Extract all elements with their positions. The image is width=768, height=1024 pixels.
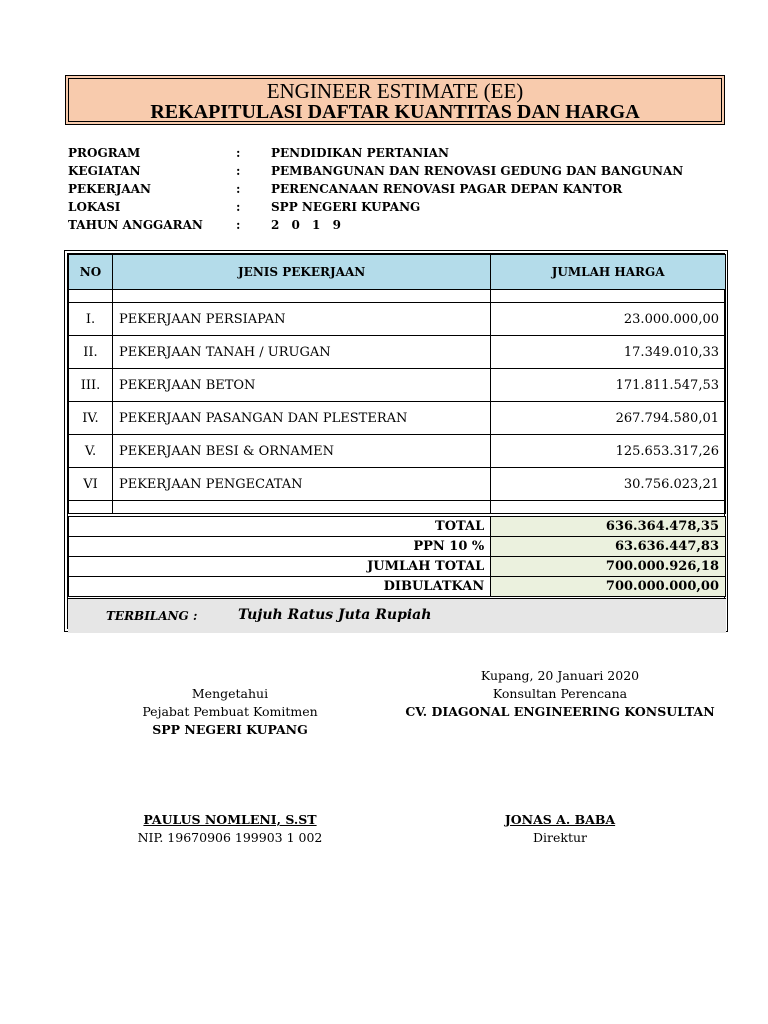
left-signer	[110, 811, 350, 847]
sign-company: CV. DIAGONAL ENGINEERING KONSULTAN	[405, 704, 715, 719]
summary-label: PPN 10 %	[69, 537, 491, 557]
signer-position: Direktur	[532, 830, 588, 845]
right-signature-block	[400, 667, 720, 721]
table-row	[69, 402, 726, 435]
document-title: ENGINEER ESTIMATE (EE)	[266, 79, 524, 103]
info-colon: :	[236, 182, 241, 196]
summary-table	[68, 516, 726, 597]
info-row-kegiatan	[68, 164, 708, 182]
row-no: V.	[69, 435, 113, 468]
summary-value: 63.636.447,83	[491, 537, 726, 557]
info-label: PEKERJAAN	[68, 182, 151, 196]
terbilang-row	[68, 598, 726, 633]
row-amount: 17.349.010,33	[491, 336, 726, 369]
summary-row-total	[69, 517, 726, 537]
left-signature-block	[110, 685, 350, 739]
info-row-lokasi	[68, 200, 708, 218]
sign-place-date: Kupang, 20 Januari 2020	[480, 668, 640, 683]
info-row-program	[68, 146, 708, 164]
empty-cell	[491, 501, 726, 514]
empty-cell	[69, 290, 113, 303]
summary-row-ppn	[69, 537, 726, 557]
table-header-row	[69, 255, 726, 290]
summary-value: 700.000.926,18	[491, 557, 726, 577]
table-row	[69, 435, 726, 468]
info-colon: :	[236, 146, 241, 160]
summary-value: 700.000.000,00	[491, 577, 726, 597]
sign-role: Konsultan Perencana	[492, 686, 628, 701]
info-label: TAHUN ANGGARAN	[68, 218, 203, 232]
info-value: SPP NEGERI KUPANG	[271, 200, 421, 214]
sign-institution: SPP NEGERI KUPANG	[152, 722, 308, 737]
summary-row-jumlah-total	[69, 557, 726, 577]
info-row-tahun-anggaran	[68, 218, 708, 236]
info-colon: :	[236, 200, 241, 214]
row-amount: 171.811.547,53	[491, 369, 726, 402]
table-spacer-row	[69, 501, 726, 514]
signer-nip: NIP. 19670906 199903 1 002	[137, 830, 323, 845]
empty-cell	[69, 501, 113, 514]
row-amount: 23.000.000,00	[491, 303, 726, 336]
row-name: PEKERJAAN PENGECATAN	[112, 468, 490, 501]
row-no: VI	[69, 468, 113, 501]
empty-cell	[491, 290, 726, 303]
empty-cell	[112, 501, 490, 514]
info-colon: :	[236, 218, 241, 232]
signer-name: JONAS A. BABA	[504, 812, 616, 827]
summary-value: 636.364.478,35	[491, 517, 726, 537]
row-name: PEKERJAAN BESI & ORNAMEN	[112, 435, 490, 468]
table-spacer-row	[69, 290, 726, 303]
table-row	[69, 336, 726, 369]
summary-label: DIBULATKAN	[69, 577, 491, 597]
cost-table-inner	[67, 253, 725, 629]
row-no: II.	[69, 336, 113, 369]
info-label: KEGIATAN	[68, 164, 141, 178]
empty-cell	[112, 290, 490, 303]
header-jumlah-harga: JUMLAH HARGA	[491, 255, 726, 290]
sign-position: Pejabat Pembuat Komitmen	[142, 704, 318, 719]
row-name: PEKERJAAN BETON	[112, 369, 490, 402]
document-subtitle: REKAPITULASI DAFTAR KUANTITAS DAN HARGA	[150, 101, 640, 123]
info-value: PEMBANGUNAN DAN RENOVASI GEDUNG DAN BANGUNAN	[271, 164, 684, 178]
header-no: NO	[69, 255, 113, 290]
header-jenis-pekerjaan: JENIS PEKERJAAN	[112, 255, 490, 290]
terbilang-label: TERBILANG :	[106, 609, 198, 623]
row-amount: 125.653.317,26	[491, 435, 726, 468]
info-row-pekerjaan	[68, 182, 708, 200]
info-value: PENDIDIKAN PERTANIAN	[271, 146, 449, 160]
cost-table-frame	[64, 250, 728, 632]
row-amount: 267.794.580,01	[491, 402, 726, 435]
cost-table	[68, 254, 726, 514]
info-colon: :	[236, 164, 241, 178]
signer-name: PAULUS NOMLENI, S.ST	[143, 812, 317, 827]
info-label: PROGRAM	[68, 146, 141, 160]
title-box	[65, 75, 725, 125]
project-info	[68, 146, 708, 236]
table-row	[69, 468, 726, 501]
row-name: PEKERJAAN TANAH / URUGAN	[112, 336, 490, 369]
row-amount: 30.756.023,21	[491, 468, 726, 501]
info-value: PERENCANAAN RENOVASI PAGAR DEPAN KANTOR	[271, 182, 623, 196]
row-no: IV.	[69, 402, 113, 435]
info-label: LOKASI	[68, 200, 121, 214]
row-no: III.	[69, 369, 113, 402]
row-name: PEKERJAAN PASANGAN DAN PLESTERAN	[112, 402, 490, 435]
table-row	[69, 303, 726, 336]
sign-mengetahui: Mengetahui	[191, 686, 269, 701]
table-row	[69, 369, 726, 402]
row-no: I.	[69, 303, 113, 336]
terbilang-value: Tujuh Ratus Juta Rupiah	[238, 607, 432, 623]
row-name: PEKERJAAN PERSIAPAN	[112, 303, 490, 336]
summary-label: TOTAL	[69, 517, 491, 537]
summary-row-dibulatkan	[69, 577, 726, 597]
summary-label: JUMLAH TOTAL	[69, 557, 491, 577]
right-signer	[400, 811, 720, 847]
info-value: 2 0 1 9	[271, 218, 345, 232]
